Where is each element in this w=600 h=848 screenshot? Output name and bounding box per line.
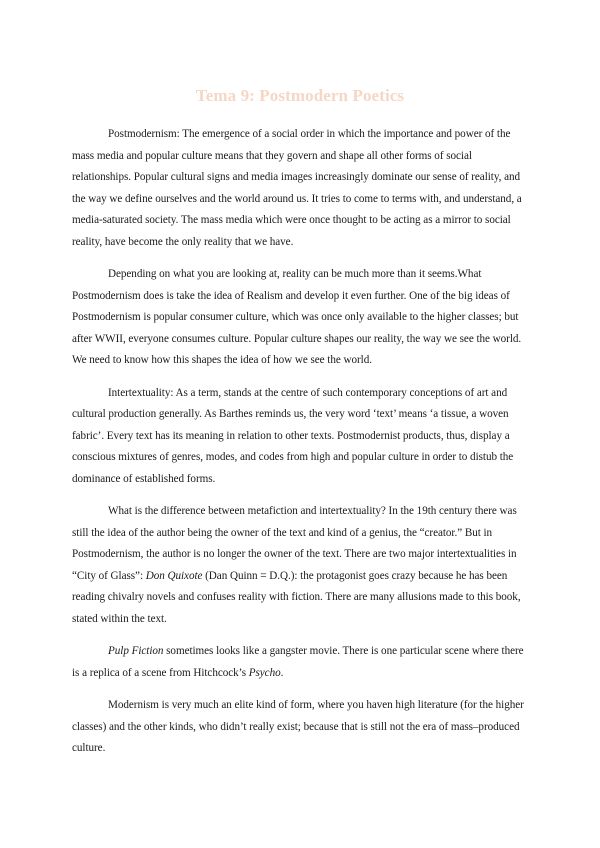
paragraph-pulp-fiction-text: sometimes looks like a gangster movie. There is one particular scene where there is a replica of a scene from Hitchcock’s	[72, 645, 524, 679]
paragraph-modernism: Modernism is very much an elite kind of form, where you haven high literature (for the higher classes) and the other kinds, who didn’t really exist; because that is still not the era of mass–produced culture.	[72, 699, 524, 754]
page-title: Tema 9: Postmodern Poetics	[195, 86, 405, 105]
paragraph-metafiction-text-1: What is the difference between metafiction and intertextuality? In the 19th century there was still the idea of the author being the owner of the text and kind of a genius, the “creator.” But in Postmodernism, the author is no longer the owner of the text. There are two major intertextualities in “City of Glass”:	[72, 505, 517, 582]
document-body	[72, 124, 531, 771]
paragraph-reality: Depending on what you are looking at, reality can be much more than it seems.What Postmodernism does is take the idea of Realism and develop it even further. One of the big ideas of Postmodernism is popular consumer culture, which was once only available to the higher classes; but after WWII, everyone consumes culture. Popular culture shapes our reality, the way we see the world. We need to know how this shapes the idea of how we see the world.	[72, 268, 522, 366]
paragraph-metafiction-text-2: (Dan Quinn = D.Q.): the protagonist goes crazy because he has been reading chivalry novels and confuses reality with fiction. There are many allusions made to this book, stated within the text.	[72, 569, 521, 625]
paragraph-metafiction	[72, 501, 531, 630]
film-title-psycho: Psycho	[248, 666, 281, 679]
paragraph-pulp-fiction	[72, 641, 531, 684]
paragraph-pulp-fiction-end: .	[280, 666, 284, 679]
paragraph-postmodernism: Postmodernism: The emergence of a social order in which the importance and power of the mass media and popular culture means that they govern and shape all other forms of social relationships. Popular cultural signs and media images increasingly dominate our sense of reality, and the way we define ourselves and the world around us. It tries to come to terms with, and understand, a media-saturated society. The mass media which were once thought to be acting as a mirror to social reality, have become the only reality that we have.	[72, 128, 522, 248]
book-title-don-quixote: Don Quixote	[145, 569, 203, 582]
paragraph-intertextuality: Intertextuality: As a term, stands at the centre of such contemporary conceptions of art and cultural production generally. As Barthes reminds us, the very word ‘text’ means ‘a tissue, a woven fabric’. Every text has its meaning in relation to other texts. Postmodernist products, thus, display a conscious mixtures of genres, modes, and codes from high and popular culture in order to distub the dominance of established forms.	[72, 386, 514, 485]
film-title-pulp-fiction: Pulp Fiction	[108, 645, 164, 657]
